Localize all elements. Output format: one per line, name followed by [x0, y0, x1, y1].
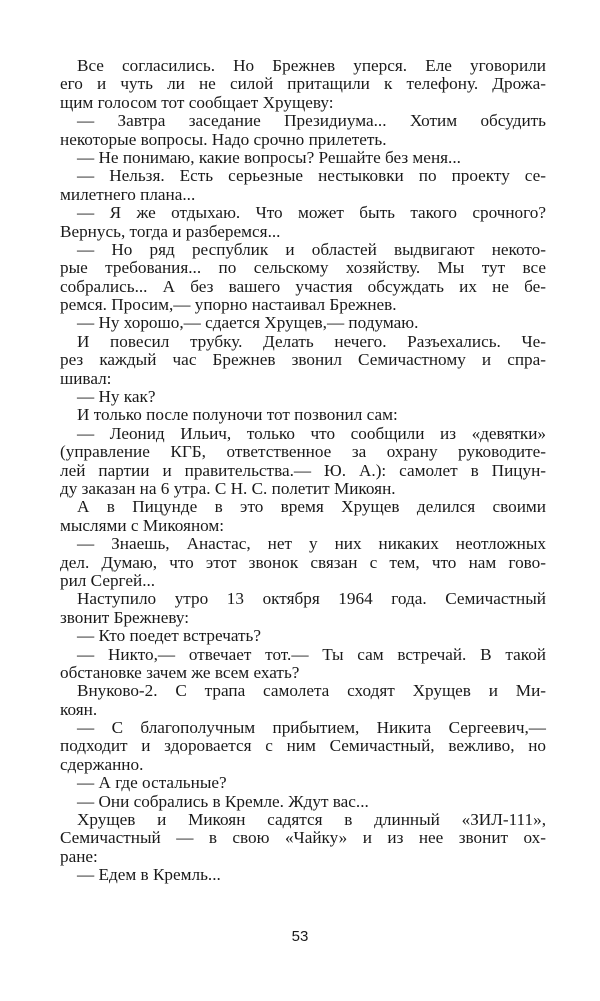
text-line: — Леонид Ильич, только что сообщили из «девятки»: [77, 423, 546, 443]
book-page-text: [60, 57, 546, 885]
text-line: звонит Брежневу:: [60, 607, 190, 627]
text-line: — Они собрались в Кремле. Ждут вас...: [77, 791, 369, 811]
text-line: — Кто поедет встречать?: [77, 626, 262, 646]
text-line: (управление КГБ, ответственное за охрану руководите-: [60, 442, 546, 462]
text-line: рез каждый час Брежнев звонил Семичастному и спра-: [60, 350, 546, 370]
text-line: подходит и здоровается с ним Семичастный, вежливо, но: [60, 736, 546, 756]
text-line: лей партии и правительства.— Ю. А.): самолет в Пицун-: [60, 460, 546, 480]
text-line: мыслями с Микояном:: [60, 515, 225, 535]
text-line: шивал:: [60, 368, 112, 388]
text-line: — С благополучным прибытием, Никита Сергеевич,—: [77, 718, 546, 738]
text-line: рил Сергей...: [60, 570, 156, 590]
text-line: ране:: [60, 846, 98, 866]
text-line: обстановке зачем же всем ехать?: [60, 662, 300, 682]
text-line: коян.: [60, 699, 98, 719]
text-line: И повесил трубку. Делать нечего. Разъехались. Че-: [77, 331, 546, 351]
text-line: — А где остальные?: [77, 773, 227, 793]
text-line: рые требования... по сельскому хозяйству. Мы тут все: [60, 258, 546, 278]
text-line: сдержанно.: [60, 754, 144, 774]
text-line: некоторые вопросы. Надо срочно прилететь.: [60, 129, 387, 149]
text-line: Семичастный — в свою «Чайку» и из нее звонит ох-: [60, 828, 546, 848]
text-line: — Никто,— отвечает тот.— Ты сам встречай. В такой: [77, 644, 546, 664]
text-line: ду заказан на 6 утра. С Н. С. полетит Микоян.: [60, 478, 396, 498]
text-line: Наступило утро 13 октября 1964 года. Семичастный: [77, 589, 546, 609]
text-line: — Но ряд республик и областей выдвигают некото-: [77, 239, 546, 259]
text-line: щим голосом тот сообщает Хрущеву:: [60, 92, 334, 112]
text-line: его и чуть ли не силой притащили к телефону. Дрожа-: [60, 74, 546, 94]
text-line: — Ну хорошо,— сдается Хрущев,— подумаю.: [77, 313, 419, 333]
text-line: Внуково-2. С трапа самолета сходят Хрущев и Ми-: [77, 681, 546, 701]
text-line: — Знаешь, Анастас, нет у них никаких неотложных: [77, 534, 546, 554]
text-line: И только после полуночи тот позвонил сам:: [77, 405, 398, 425]
text-line: — Я же отдыхаю. Что может быть такого срочного?: [77, 203, 546, 223]
text-line: Вернусь, тогда и разберемся...: [60, 221, 281, 241]
text-line: Хрущев и Микоян садятся в длинный «ЗИЛ-111»,: [77, 810, 546, 830]
text-line: А в Пицунде в это время Хрущев делился своими: [77, 497, 546, 517]
text-line: — Нельзя. Есть серьезные нестыковки по проекту се-: [77, 166, 546, 186]
page-number: 53: [291, 928, 309, 945]
text-line: Все согласились. Но Брежнев уперся. Еле уговорили: [77, 56, 546, 75]
text-line: собрались... А без вашего участия обсуждать их не бе-: [60, 276, 546, 296]
text-line: — Завтра заседание Президиума... Хотим обсудить: [77, 111, 546, 131]
text-line: милетнего плана...: [60, 184, 196, 204]
text-line: — Едем в Кремль...: [77, 865, 221, 885]
text-line: — Ну как?: [77, 387, 156, 407]
text-line: дел. Думаю, что этот звонок связан с тем, что нам гово-: [60, 552, 546, 572]
text-line: — Не понимаю, какие вопросы? Решайте без меня...: [77, 147, 461, 167]
text-line: ремся. Просим,— упорно настаивал Брежнев.: [60, 295, 397, 315]
